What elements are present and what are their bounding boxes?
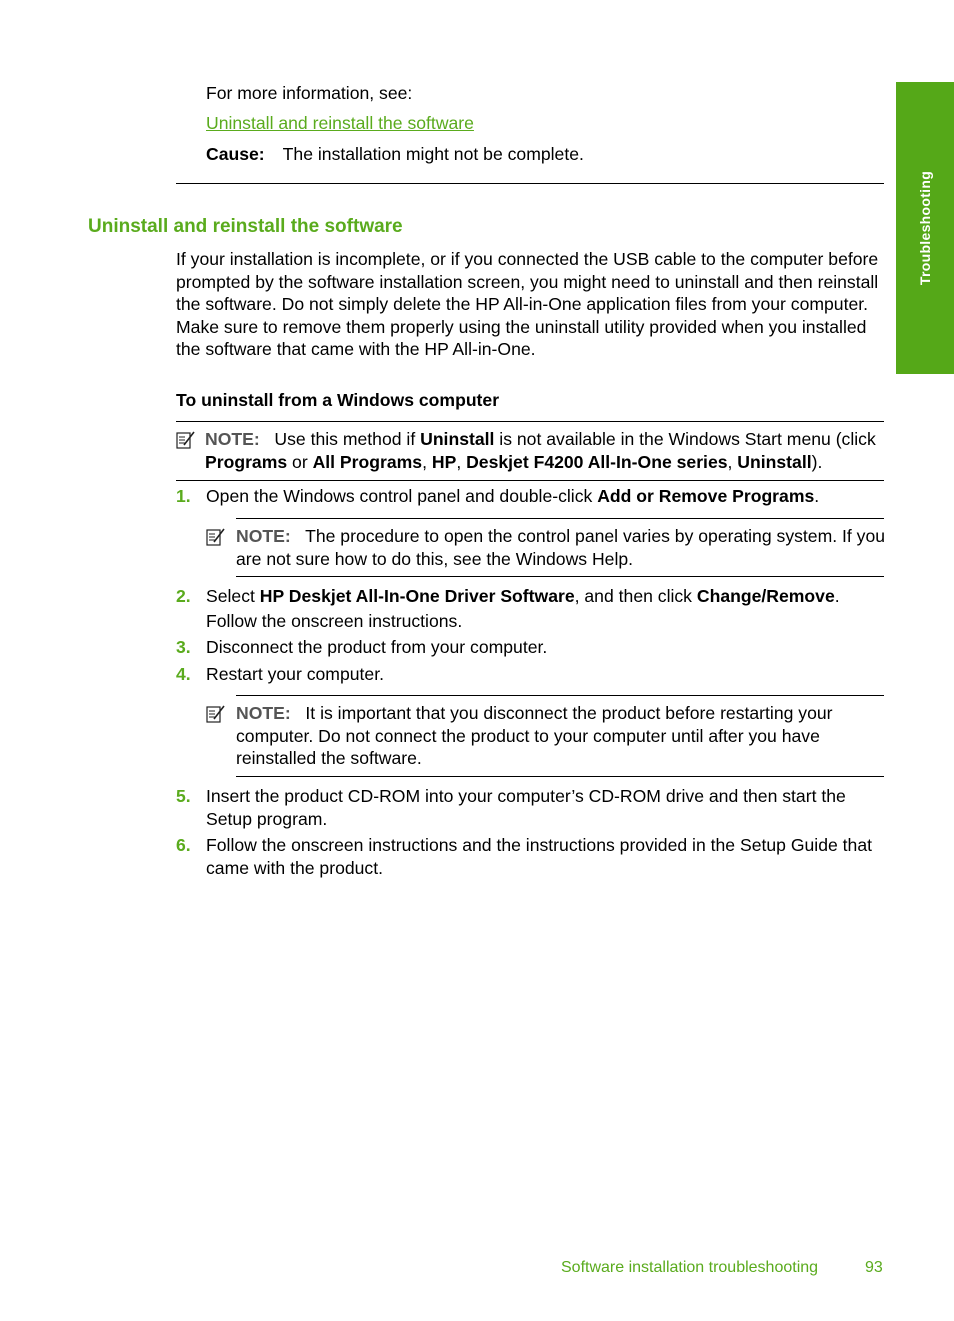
step-text: , and then click: [574, 586, 697, 606]
note-text: is not available in the Windows Start menu (click: [494, 429, 876, 449]
uninstall-link[interactable]: Uninstall and reinstall the software: [206, 113, 474, 133]
step-text: Select: [206, 586, 260, 606]
note-text: ,: [727, 451, 738, 472]
note-text: ,: [456, 451, 467, 472]
note-bold: Uninstall: [420, 429, 495, 449]
divider: [176, 183, 884, 184]
note-bottom-rule: [176, 480, 884, 481]
note-step1: [236, 525, 886, 570]
step-number: 5.: [176, 786, 191, 806]
note-bottom-rule: [236, 776, 884, 777]
note-bold: Programs: [205, 451, 288, 472]
step-number: 2.: [176, 586, 191, 606]
cause-text: The installation might not be complete.: [282, 144, 584, 164]
note-main: [205, 428, 887, 473]
step-number: 6.: [176, 835, 191, 855]
note-text: ).: [811, 451, 823, 472]
step-bold: Add or Remove Programs: [597, 486, 815, 506]
note-bold: Deskjet F4200 All-In-One series: [466, 451, 728, 472]
note-bold: All Programs: [312, 451, 423, 472]
step-2-followup: Follow the onscreen instructions.: [206, 611, 463, 631]
step-number: 4.: [176, 664, 191, 684]
step-3-text: Disconnect the product from your computer.: [206, 637, 548, 657]
note-icon: [206, 704, 226, 724]
section-heading: Uninstall and reinstall the software: [88, 216, 403, 237]
step-bold: Change/Remove: [696, 586, 835, 606]
note-top-rule: [176, 421, 884, 422]
note-label: NOTE:: [236, 703, 291, 723]
step-2-text: [206, 585, 886, 608]
cause-line: [206, 143, 584, 166]
step-text: .: [814, 486, 820, 506]
note-text: Use this method if: [274, 429, 421, 449]
step-4-text: Restart your computer.: [206, 664, 384, 684]
note-label: NOTE:: [205, 429, 260, 449]
note-icon: [206, 527, 226, 547]
note-bold: Uninstall: [737, 451, 812, 472]
note-text: or: [287, 451, 313, 472]
note-text: The procedure to open the control panel varies by operating system. If you are not sure how to do this, see the Windows Help.: [236, 526, 886, 569]
note-bottom-rule: [236, 576, 884, 577]
step-text: Open the Windows control panel and double-click: [206, 486, 598, 506]
step-6-text: Follow the onscreen instructions and the instructions provided in the Setup Guide that came with the product.: [206, 835, 873, 878]
step-1-text: [206, 485, 886, 508]
note-top-rule: [236, 695, 884, 696]
intro-paragraph: If your installation is incomplete, or if you connected the USB cable to the computer before prompted by the software installation screen, you might need to uninstall and then reinstall the software. Do not simply delete the HP All-in-One application files from your computer. Make sure to remove them properly using the uninstall utility provided when you installed the software that came with the HP All-in-One.: [176, 249, 879, 359]
step-number: 1.: [176, 486, 191, 506]
side-tab-label: Troubleshooting: [916, 170, 933, 286]
note-top-rule: [236, 518, 884, 519]
step-text: .: [834, 586, 840, 606]
note-text: It is important that you disconnect the product before restarting your computer. Do not connect the product to your computer until after you have reinstalled the software.: [236, 703, 833, 768]
note-bold: HP: [431, 451, 457, 472]
for-more-info: For more information, see:: [206, 83, 413, 103]
note-text: ,: [422, 451, 432, 472]
step-5-text: Insert the product CD-ROM into your computer’s CD-ROM drive and then start the Setup program.: [206, 786, 846, 829]
step-bold: HP Deskjet All-In-One Driver Software: [259, 586, 575, 606]
note-icon: [176, 430, 196, 450]
note-label: NOTE:: [236, 526, 291, 546]
step-number: 3.: [176, 637, 191, 657]
cause-label: Cause:: [206, 144, 265, 164]
footer-section: Software installation troubleshooting: [561, 1259, 819, 1276]
note-step4: [236, 702, 866, 770]
side-tab: [896, 82, 954, 374]
subheading: To uninstall from a Windows computer: [176, 390, 500, 410]
page-number: 93: [865, 1259, 883, 1276]
